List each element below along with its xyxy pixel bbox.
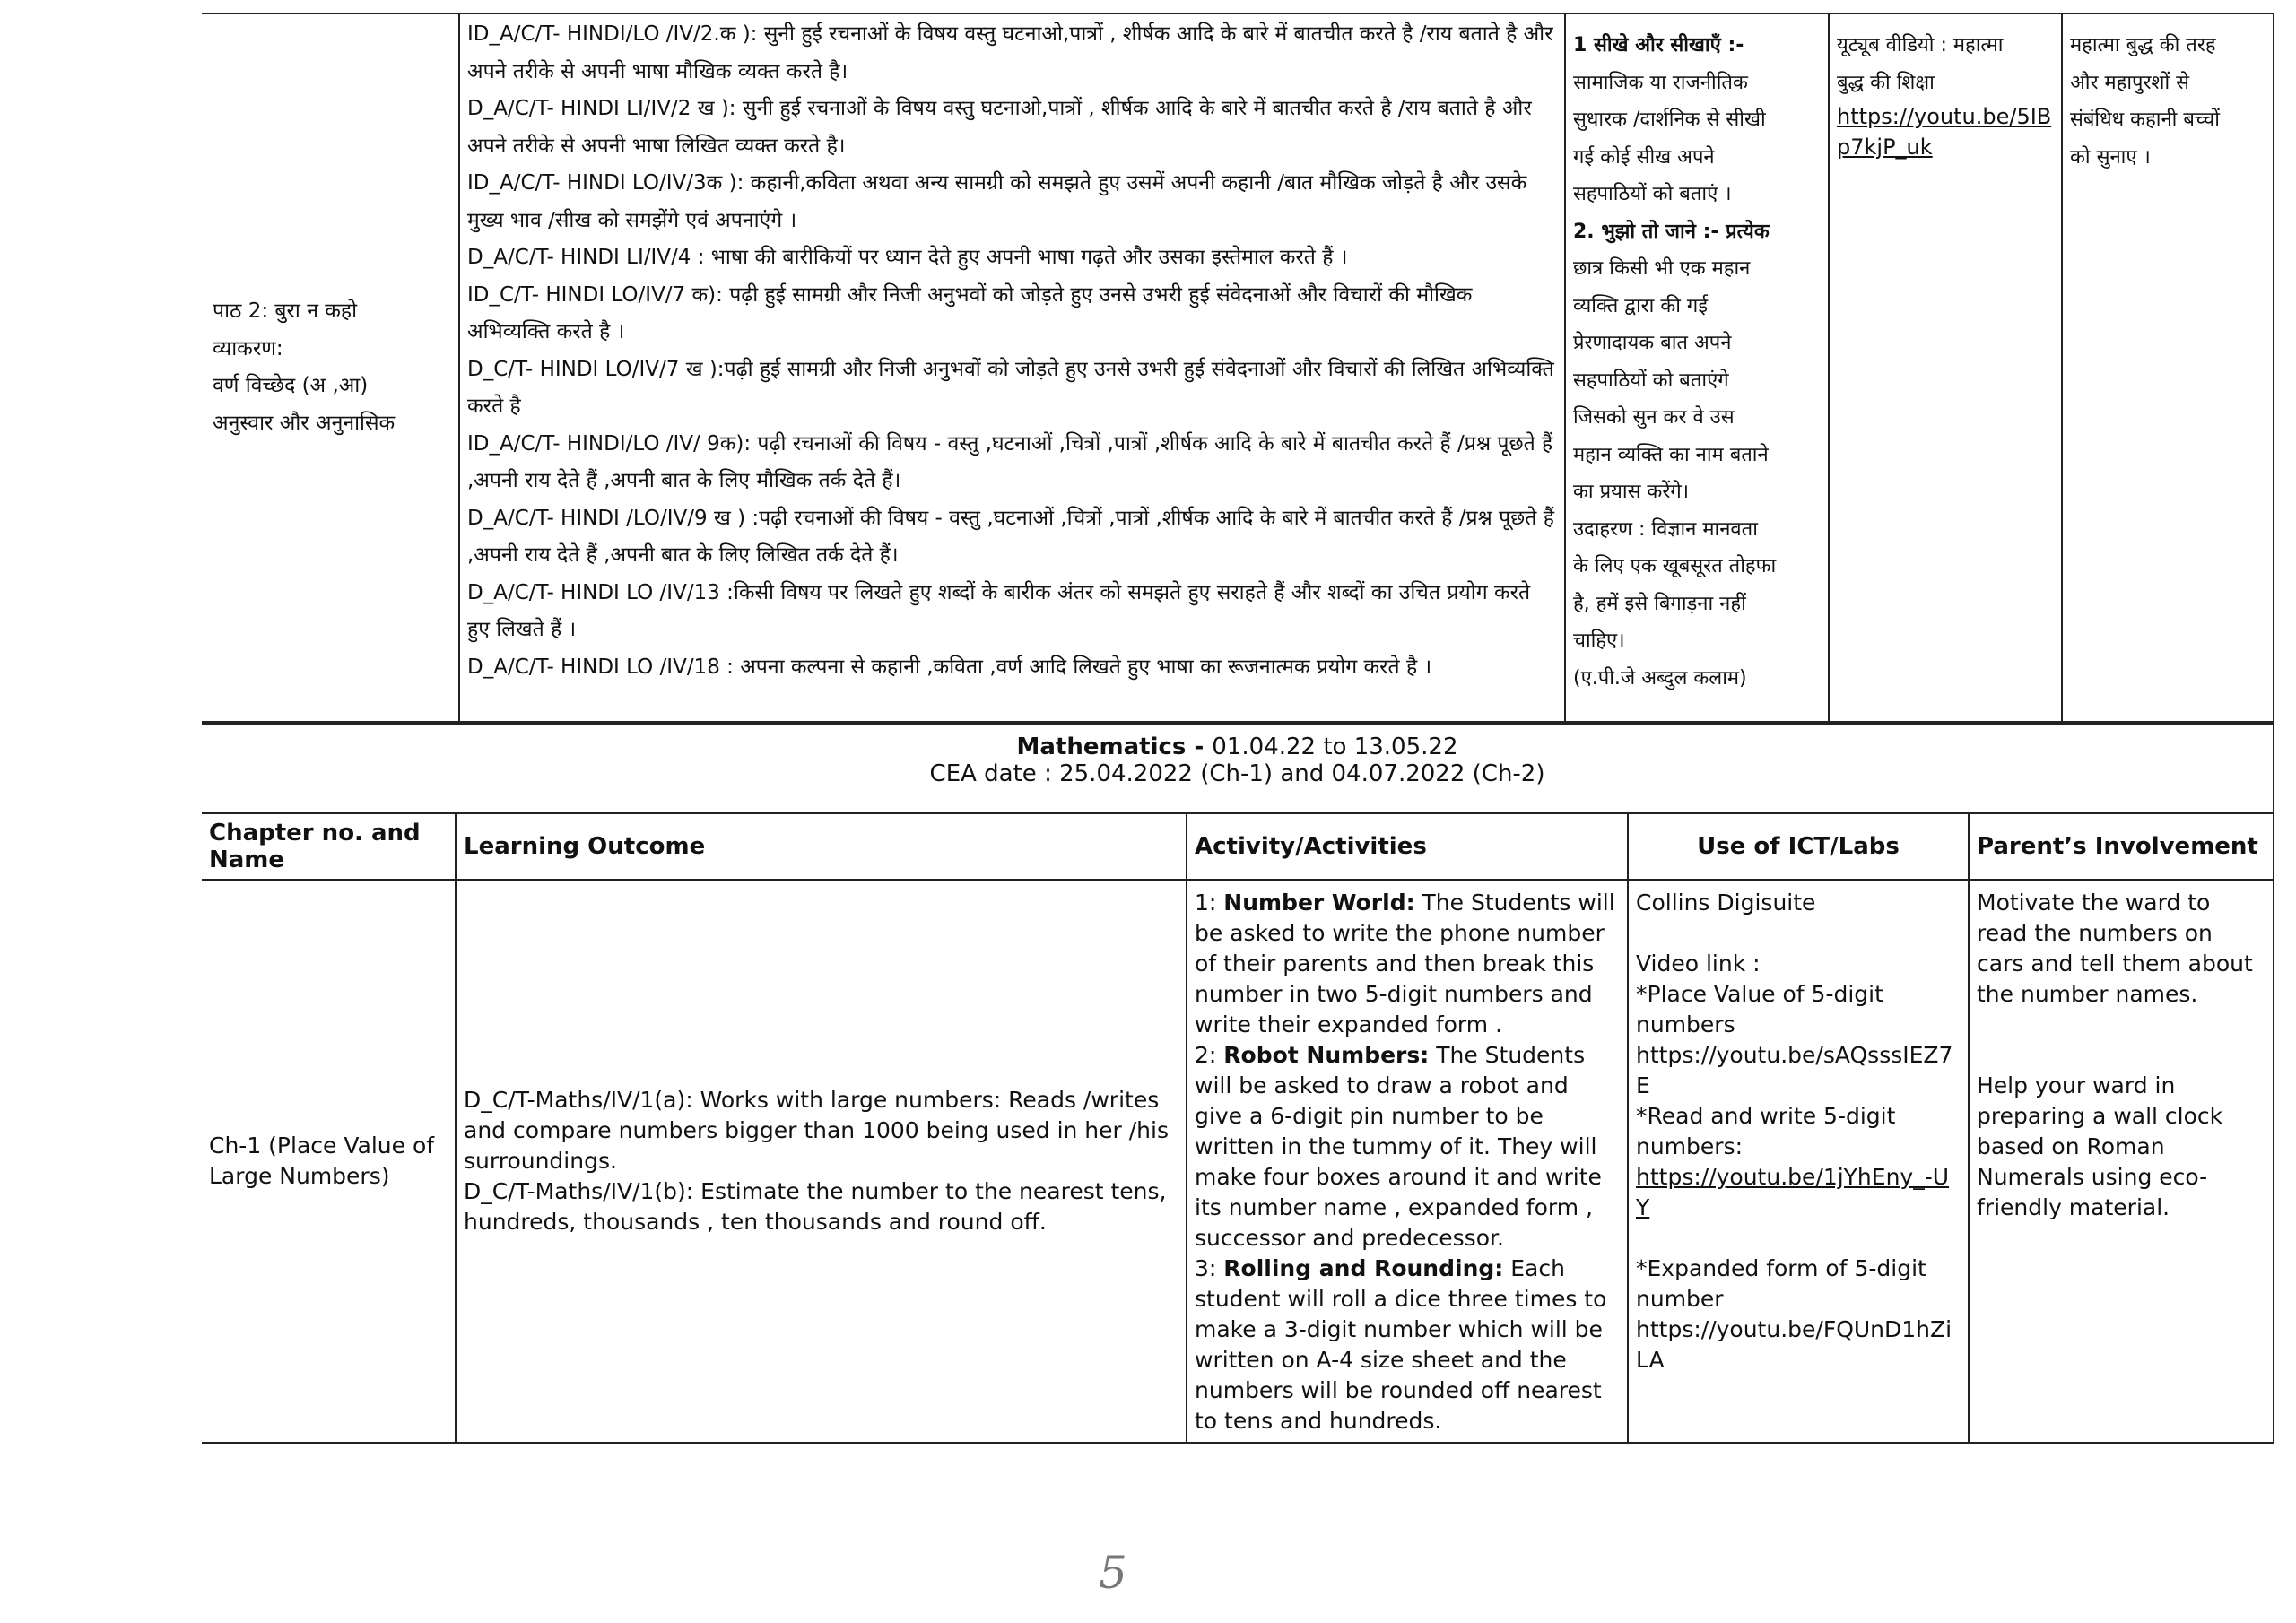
hindi-parent-line: को सुनाए । bbox=[2070, 145, 2151, 169]
header-chapter-line1: Chapter no. and bbox=[209, 820, 421, 846]
maths-chapter-line2: Large Numbers) bbox=[209, 1163, 390, 1189]
hindi-activity-line: 1 सीखे और सीखाएँ :- bbox=[1573, 34, 1744, 56]
hindi-activity-line: चाहिए। bbox=[1573, 629, 1625, 652]
hindi-outcome: D_A/C/T- HINDI LO /IV/18 : अपना कल्पना से कहानी ,कविता ,वर्ण आदि लिखते हुए भाषा का रूजनात्मक प्रयोग करते है । bbox=[467, 655, 1432, 679]
hindi-parent-line: महात्मा बुद्ध की तरह bbox=[2070, 34, 2216, 56]
header-ict: Use of ICT/Labs bbox=[1628, 813, 1969, 880]
hindi-chapter-cell bbox=[202, 13, 459, 722]
hindi-activity-line: सामाजिक या राजनीतिक bbox=[1573, 71, 1748, 94]
maths-activities-cell bbox=[1187, 880, 1628, 1443]
hindi-parent-cell bbox=[2062, 13, 2274, 722]
header-activities: Activity/Activities bbox=[1187, 813, 1628, 880]
activity-text: Each student will roll a dice three times to make a 3-digit number which will be written on A-4 size sheet and the numbers will be rounded off nearest to tens and hundreds. bbox=[1195, 1255, 1607, 1434]
hindi-activity-line: सहपाठियों को बताएंगे bbox=[1573, 369, 1729, 392]
hindi-chapter-line: अनुस्वार और अनुनासिक bbox=[213, 411, 396, 435]
hindi-activity-line: का प्रयास करेंगे। bbox=[1573, 481, 1690, 503]
hindi-outcome: ID_C/T- HINDI LO/IV/7 क): पढ़ी हुई सामग्री और निजी अनुभवों को जोड़ते हुए उनसे उभरी हुई संवेदनाओं और विचारों की मौखिक अभिव्यक्ति करते है । bbox=[467, 282, 1473, 343]
maths-title-line bbox=[209, 733, 2266, 760]
hindi-ict-video-link[interactable]: https://youtu.be/5IBp7kjP_uk bbox=[1837, 104, 2052, 160]
hindi-outcome: D_A/C/T- HINDI LO /IV/13 :किसी विषय पर लिखते हुए शब्दों के बारीक अंतर को समझते हुए सराहते हैं और शब्दों का उचित प्रयोग करते हुए लिखते हैं । bbox=[467, 580, 1531, 641]
hindi-activity-line: छात्र किसी भी एक महान bbox=[1573, 257, 1751, 280]
hindi-outcome: ID_A/C/T- HINDI/LO /IV/ 9क): पढ़ी रचनाओं की विषय - वस्तु ,घटनाओं ,चित्रों ,पात्रों ,शीर्षक आदि के बारे में बातचीत करते हैं /प्रश्न पूछते हैं ,अपनी राय देते हैं ,अपनी बात के लिए मौखिक तर्क देते हैं। bbox=[467, 431, 1553, 492]
hindi-outcome: D_A/C/T- HINDI LI/IV/4 : भाषा की बारीकियों पर ध्यान देते हुए अपनी भाषा गढ़ते और उसका इस्तेमाल करते हैं । bbox=[467, 246, 1348, 269]
ict-video1-link[interactable]: https://youtu.be/sAQsssIEZ7E bbox=[1636, 1042, 1953, 1098]
hindi-outcome: ID_A/C/T- HINDI LO/IV/3क ): कहानी,कविता अथवा अन्य सामग्री को समझते हुए उसमें अपनी कहानी /बात मौखिक जोड़ते है और उसके मुख्य भाव /सीख को समझेंगे एवं अपनाएंगे । bbox=[467, 171, 1527, 232]
maths-title-cell bbox=[202, 724, 2274, 813]
hindi-chapter-line: पाठ 2: बुरा न कहो bbox=[213, 299, 358, 323]
hindi-activity-line: गई कोई सीख अपने bbox=[1573, 145, 1715, 169]
hindi-activity-line: महान व्यक्ति का नाम बताने bbox=[1573, 443, 1769, 466]
activity-item bbox=[1195, 888, 1620, 1040]
maths-chapter-line1: Ch-1 (Place Value of bbox=[209, 1133, 435, 1159]
hindi-activity-line: के लिए एक खूबसूरत तोहफा bbox=[1573, 555, 1777, 577]
header-learning-outcome: Learning Outcome bbox=[456, 813, 1187, 880]
hindi-ict-cell bbox=[1829, 13, 2062, 722]
hindi-activity-line: (ए.पी.जे अब्दुल कलाम) bbox=[1573, 666, 1747, 690]
activity-item bbox=[1195, 1040, 1620, 1254]
hindi-learning-outcomes-cell bbox=[459, 13, 1565, 722]
header-chapter-line2: Name bbox=[209, 846, 285, 873]
parent-involvement-item: Motivate the ward to read the numbers on cars and tell them about the number names. bbox=[1977, 890, 2253, 1007]
maths-parent-cell bbox=[1969, 880, 2274, 1443]
ict-video1-title: *Place Value of 5-digit numbers bbox=[1636, 981, 1883, 1037]
page-number: 5 bbox=[1099, 1547, 1127, 1599]
hindi-activity-line: व्यक्ति द्वारा की गई bbox=[1573, 294, 1709, 317]
hindi-activity-line: सुधारक /दार्शनिक से सीखी bbox=[1573, 108, 1766, 131]
activity-item bbox=[1195, 1254, 1620, 1436]
ict-video2-title: *Read and write 5-digit numbers: bbox=[1636, 1103, 1896, 1159]
hindi-activity-line: 2. भुझो तो जाने :- प्रत्येक bbox=[1573, 220, 1770, 243]
hindi-activity-line: है, हमें इसे बिगाड़ना नहीं bbox=[1573, 592, 1746, 615]
ict-video3-title: *Expanded form of 5-digit number bbox=[1636, 1255, 1926, 1312]
hindi-parent-line: और महापुरशों से bbox=[2070, 71, 2190, 94]
activity-name: Number World: bbox=[1223, 890, 1415, 916]
activity-text: The Students will be asked to draw a robot and give a 6-digit pin number to be written in the tummy of it. They will make four boxes around it and write its number name , expanded form , successor and predecessor. bbox=[1195, 1042, 1602, 1251]
activity-number: 2: bbox=[1195, 1042, 1224, 1068]
activity-name: Rolling and Rounding: bbox=[1223, 1255, 1504, 1281]
maths-outcome: D_C/T-Maths/IV/1(a): Works with large numbers: Reads /writes and compare numbers bigger than 1000 being used in her /his surroundings. bbox=[464, 1087, 1169, 1174]
maths-date-range: 01.04.22 to 13.05.22 bbox=[1212, 733, 1458, 760]
maths-outcome: D_C/T-Maths/IV/1(b): Estimate the number to the nearest tens, hundreds, thousands , ten thousands and round off. bbox=[464, 1178, 1167, 1235]
hindi-outcome: D_A/C/T- HINDI /LO/IV/9 ख ) :पढ़ी रचनाओं की विषय - वस्तु ,घटनाओं ,चित्रों ,पात्रों ,शीर्षक आदि के बारे में बातचीत करते हैं /प्रश्न पूछते हैं ,अपनी राय देते हैं ,अपनी बात के लिए लिखित तर्क देते हैं। bbox=[467, 506, 1554, 567]
hindi-parent-line: संबंधिध कहानी बच्चों bbox=[2070, 108, 2220, 131]
ict-video2-link[interactable]: https://youtu.be/1jYhEny_-UY bbox=[1636, 1164, 1950, 1220]
hindi-activity-line: प्रेरणादायक बात अपने bbox=[1573, 332, 1732, 354]
hindi-outcome: ID_A/C/T- HINDI/LO /IV/2.क ): सुनी हुई रचनाओं के विषय वस्तु घटनाओ,पात्रों , शीर्षक आदि के बारे में बातचीत करते है /राय बताते है और अपने तरीके से अपनी भाषा मौखिक व्यक्त करते है। bbox=[467, 22, 1553, 83]
header-chapter bbox=[202, 813, 456, 880]
maths-lesson-table bbox=[202, 723, 2274, 1444]
activity-number: 3: bbox=[1195, 1255, 1224, 1281]
ict-video3-link[interactable]: https://youtu.be/FQUnD1hZiLA bbox=[1636, 1316, 1952, 1373]
ict-video-label: Video link : bbox=[1636, 950, 1761, 976]
hindi-chapter-line: वर्ण विच्छेद (अ ,आ) bbox=[213, 374, 369, 397]
hindi-ict-line: बुद्ध की शिक्षा bbox=[1837, 71, 1935, 94]
activity-number: 1: bbox=[1195, 890, 1224, 916]
hindi-activity-line: जिसको सुन कर वे उस bbox=[1573, 406, 1735, 429]
hindi-chapter-line: व्याकरण: bbox=[213, 336, 283, 360]
maths-subject-title: Mathematics - bbox=[1016, 733, 1213, 760]
activity-text: The Students will be asked to write the phone number of their parents and then break this number in two 5-digit numbers and write their expanded form . bbox=[1195, 890, 1615, 1037]
hindi-outcome: D_C/T- HINDI LO/IV/7 ख ):पढ़ी हुई सामग्री और निजी अनुभवों को जोड़ते हुए उनसे उभरी हुई संवेदनाओं और विचारों की लिखित अभिव्यक्ति करते है bbox=[467, 357, 1554, 418]
hindi-activity-line: सहपाठियों को बताएं । bbox=[1573, 183, 1732, 205]
header-parent-involvement: Parent’s Involvement bbox=[1969, 813, 2274, 880]
hindi-lesson-table bbox=[202, 13, 2274, 723]
hindi-activity-cell bbox=[1565, 13, 1829, 722]
activity-name: Robot Numbers: bbox=[1223, 1042, 1430, 1068]
parent-involvement-item: Help your ward in preparing a wall clock based on Roman Numerals using eco-friendly material. bbox=[1977, 1072, 2223, 1220]
hindi-ict-line: यूट्यूब वीडियो : महात्मा bbox=[1837, 34, 2004, 56]
ict-suite: Collins Digisuite bbox=[1636, 890, 1816, 916]
maths-cea-date: CEA date : 25.04.2022 (Ch-1) and 04.07.2022 (Ch-2) bbox=[929, 760, 1545, 787]
maths-chapter-cell bbox=[202, 880, 456, 1443]
maths-ict-cell bbox=[1628, 880, 1969, 1443]
hindi-activity-line: उदाहरण : विज्ञान मानवता bbox=[1573, 517, 1758, 541]
hindi-outcome: D_A/C/T- HINDI LI/IV/2 ख ): सुनी हुई रचनाओं के विषय वस्तु घटनाओ,पात्रों , शीर्षक आदि के बारे में बातचीत करते है /राय बताते है और अपने तरीके से अपनी भाषा लिखित व्यक्त करते है। bbox=[467, 97, 1532, 158]
maths-learning-outcomes-cell bbox=[456, 880, 1187, 1443]
